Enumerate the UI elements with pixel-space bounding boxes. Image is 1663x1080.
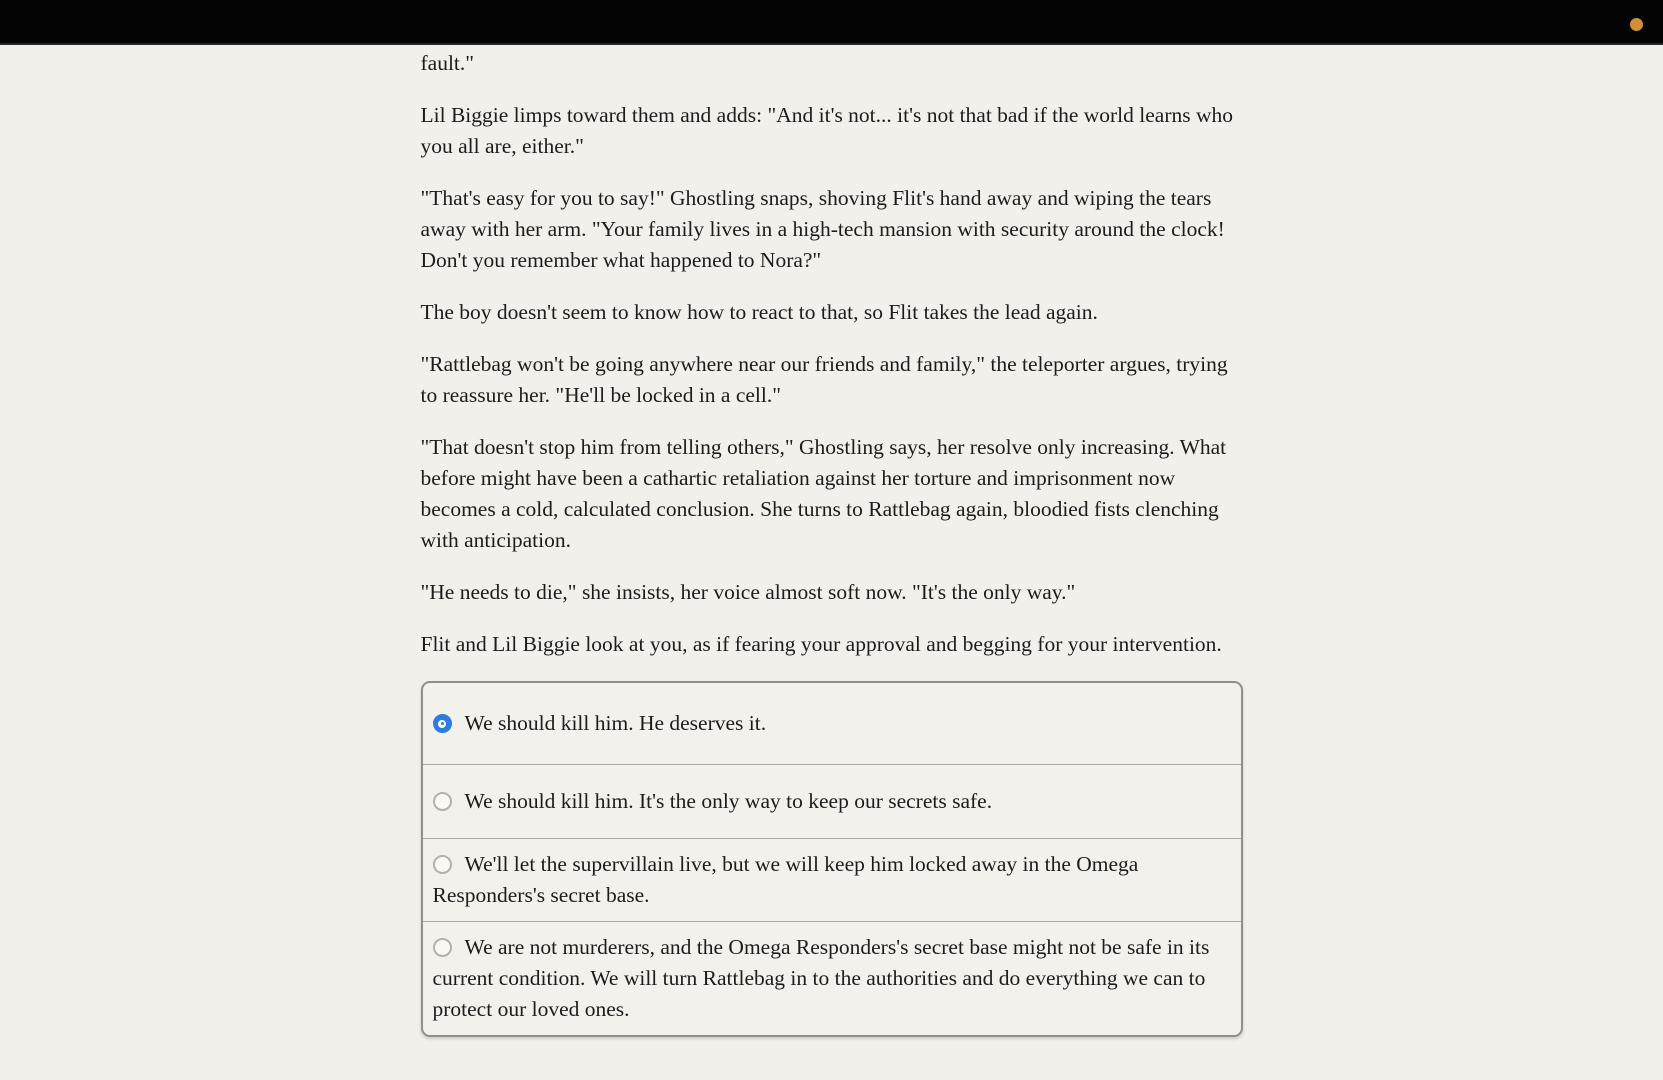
choice-option-kill-secrets[interactable] xyxy=(423,764,1241,838)
choice-group xyxy=(421,681,1243,1037)
story-paragraph: fault." xyxy=(420,51,475,75)
choice-option-lock-away[interactable] xyxy=(423,838,1241,921)
radio-button-icon[interactable] xyxy=(433,792,452,811)
story-paragraph: "That's easy for you to say!" Ghostling snaps, shoving Flit's hand away and wiping the tears away with her arm. "Your family lives in a high-tech mansion with security around the clock! Don't you remember what happened to Nora?" xyxy=(420,186,1225,272)
top-bar xyxy=(0,0,1663,45)
story-paragraph: "That doesn't stop him from telling others," Ghostling says, her resolve only increasing. What before might have been a cathartic retaliation against her torture and imprisonment now becomes a cold, calculated conclusion. She turns to Rattlebag again, bloodied fists clenching with anticipation. xyxy=(420,435,1227,552)
choice-option-kill-deserves[interactable] xyxy=(423,683,1241,764)
story-column xyxy=(421,45,1243,1037)
choice-option-label: We'll let the supervillain live, but we will keep him locked away in the Omega Responders's secret base. xyxy=(432,852,1139,907)
choice-option-authorities[interactable] xyxy=(423,921,1241,1035)
radio-button-icon[interactable] xyxy=(433,855,452,874)
story-paragraph: "Rattlebag won't be going anywhere near our friends and family," the teleporter argues, trying to reassure her. "He'll be locked in a cell." xyxy=(420,352,1228,407)
story-paragraph: "He needs to die," she insists, her voice almost soft now. "It's the only way." xyxy=(420,580,1076,604)
story-paragraph: The boy doesn't seem to know how to react to that, so Flit takes the lead again. xyxy=(420,300,1098,324)
story-paragraph: Lil Biggie limps toward them and adds: "And it's not... it's not that bad if the world learns who you all are, either." xyxy=(420,103,1234,158)
choice-option-label: We are not murderers, and the Omega Responders's secret base might not be safe in its current condition. We will turn Rattlebag in to the authorities and do everything we can to protect our loved ones. xyxy=(432,935,1210,1021)
radio-button-icon[interactable] xyxy=(433,938,452,957)
orange-status-dot-icon xyxy=(1630,18,1643,31)
story-paragraph: Flit and Lil Biggie look at you, as if fearing your approval and begging for your intervention. xyxy=(420,632,1222,656)
choice-option-label: We should kill him. It's the only way to keep our secrets safe. xyxy=(464,789,993,813)
choice-option-label: We should kill him. He deserves it. xyxy=(464,711,767,735)
radio-button-icon[interactable] xyxy=(433,714,452,733)
